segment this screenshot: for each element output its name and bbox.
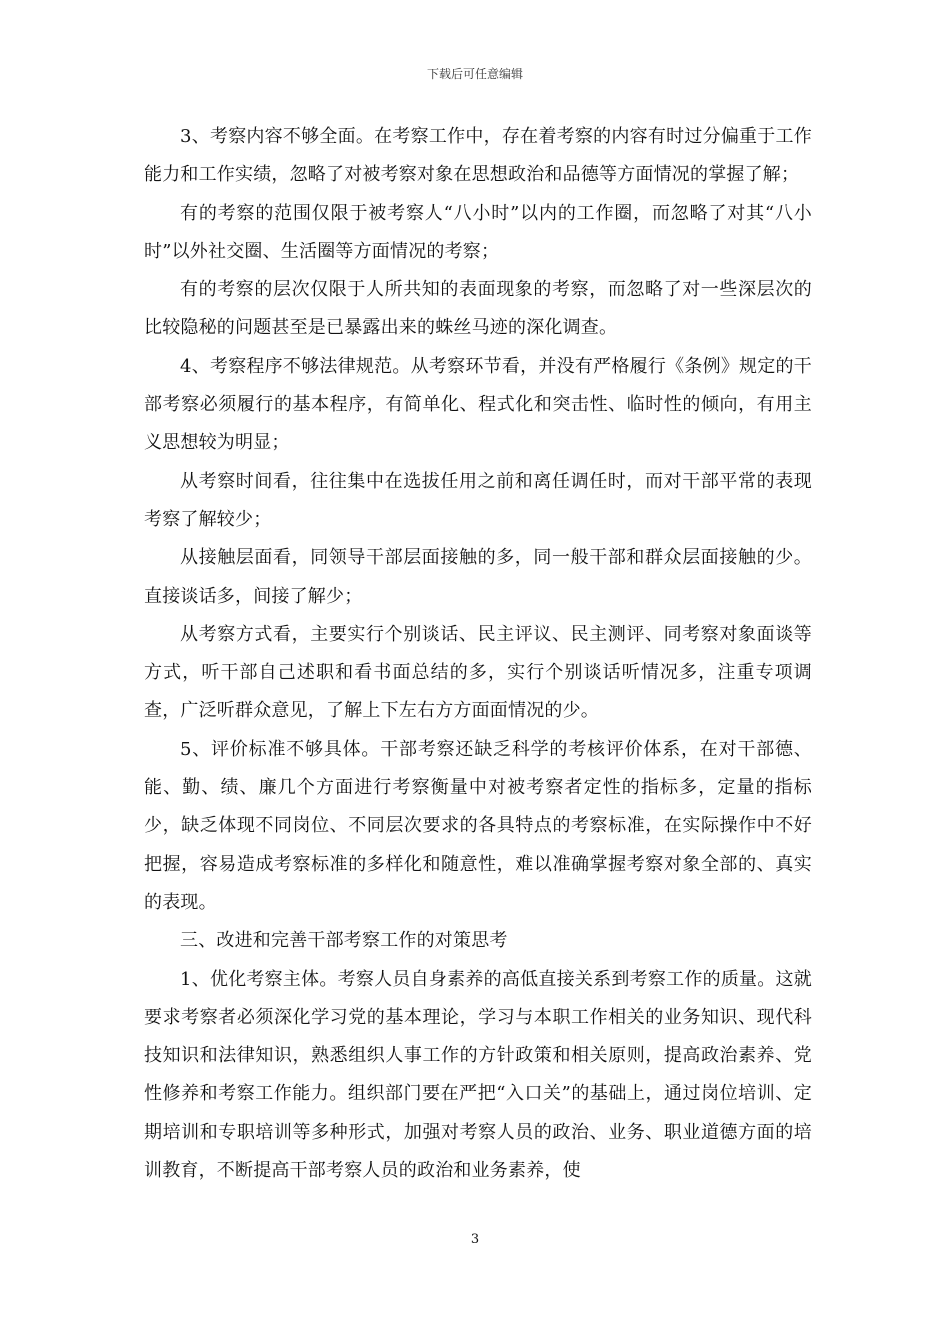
paragraph-7: 从考察方式看，主要实行个别谈话、民主评议、民主测评、同考察对象面谈等方式，听干部自己述职和看书面总结的多，实行个别谈话听情况多，注重专项调查，广泛听群众意见，了解上下左右方方面面情况的少。	[144, 623, 812, 722]
paragraph-5: 从考察时间看，往往集中在选拔任用之前和离任调任时，而对干部平常的表现考察了解较少；	[144, 470, 812, 530]
document-body	[144, 118, 812, 1190]
page-number: 3	[470, 1232, 480, 1247]
paragraph-9: 1、优化考察主体。考察人员自身素养的高低直接关系到考察工作的质量。这就要求考察者必须深化学习党的基本理论，学习与本职工作相关的业务知识、现代科技知识和法律知识，熟悉组织人事工作的方针政策和相关原则，提高政治素养、党性修养和考察工作能力。组织部门要在严把“入口关”的基础上，通过岗位培训、定期培训和专职培训等多种形式，加强对考察人员的政治、业务、职业道德方面的培训教育，不断提高干部考察人员的政治和业务素养，使	[144, 968, 812, 1182]
paragraph-8: 5、评价标准不够具体。干部考察还缺乏科学的考核评价体系，在对干部德、能、勤、绩、廉几个方面进行考察衡量中对被考察者定性的指标多，定量的指标少，缺乏体现不同岗位、不同层次要求的各具特点的考察标准，在实际操作中不好把握，容易造成考察标准的多样化和随意性，难以准确掌握考察对象全部的、真实的表现。	[144, 738, 812, 913]
paragraph-2: 有的考察的范围仅限于被考察人“八小时”以内的工作圈，而忽略了对其“八小时”以外社交圈、生活圈等方面情况的考察；	[144, 202, 812, 262]
paragraph-1: 3、考察内容不够全面。在考察工作中，存在着考察的内容有时过分偏重于工作能力和工作实绩，忽略了对被考察对象在思想政治和品德等方面情况的掌握了解；	[144, 126, 812, 186]
paragraph-6: 从接触层面看，同领导干部层面接触的多，同一般干部和群众层面接触的少。直接谈话多，间接了解少；	[144, 547, 812, 607]
paragraph-4: 4、考察程序不够法律规范。从考察环节看，并没有严格履行《条例》规定的干部考察必须履行的基本程序，有简单化、程式化和突击性、临时性的倾向，有用主义思想较为明显；	[144, 355, 812, 454]
page-header: 下载后可任意编辑	[426, 67, 523, 81]
section-heading: 三、改进和完善干部考察工作的对策思考	[180, 930, 508, 952]
paragraph-3: 有的考察的层次仅限于人所共知的表面现象的考察，而忽略了对一些深层次的比较隐秘的问题甚至是已暴露出来的蛛丝马迹的深化调查。	[144, 279, 812, 339]
